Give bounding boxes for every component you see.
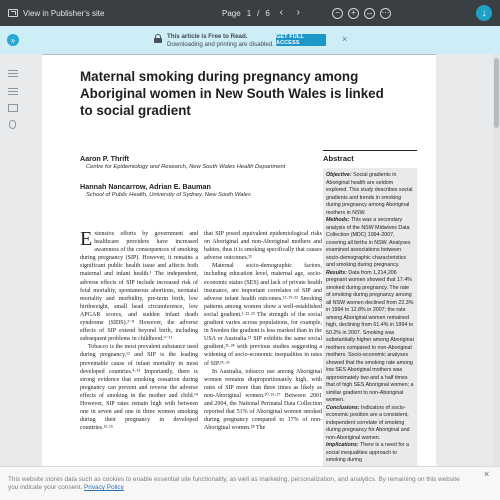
implications-text: There is a need for a social inequalities approach to smoking during [326,442,409,463]
column-1-paragraph-1 [80,230,198,343]
banner-close-icon[interactable]: × [342,34,348,44]
objective-text: Social gradients in Aboriginal health are seldom explored. This study describes social gradients and trends in smoking during pregnancy among Aboriginal mothers in NSW. [326,172,413,216]
page-total: 6 [265,8,270,18]
column-1-paragraph-2: Tobacco is the most prevalent substance used during pregnancy,¹² and SIP is the leading preventable cause of infant mortality in most developed countries.⁴·¹³ Importantly, there is strong evidence that smoking cessation during pregnancy can prevent and reverse the adverse effects of smoking in the mother and child.¹⁴ However, SIP rates remain high with between one in seven and one in three women smoking during their pregnancy in developed countries.¹²·¹⁵ [80,344,198,432]
cookie-banner [0,466,500,500]
zoom-controls [332,0,391,26]
column-2-paragraph-1: that SIP posed equivalent epidemiological risks on Aboriginal and non-Aboriginal mothers and babies, thus it is smoking specifically that causes adverse outcomes.²¹ [204,231,322,262]
conclusions-text: Indicators of socio-economic position are a consistent, independent correlate of smoking during pregnancy for Aboriginal and non-Aboriginal women. [326,404,410,441]
page-separator: / [257,8,260,18]
attachment-icon[interactable] [9,120,16,129]
top-toolbar [0,0,500,26]
scrollbar-thumb[interactable] [494,58,499,128]
sidebar-toggle-icon[interactable]: » [7,34,19,46]
lock-icon [154,34,162,43]
privacy-policy-link[interactable]: Privacy Policy [84,484,124,492]
document-page [42,54,436,500]
abstract-body [323,168,417,488]
abstract-panel [323,150,417,488]
left-rail [0,54,26,500]
next-page-icon[interactable]: › [296,7,300,18]
author-2: Hannah Nancarrow, Adrian E. Bauman [80,182,211,191]
page-current[interactable]: 1 [246,8,252,18]
fit-width-icon[interactable]: ↔ [365,8,374,17]
objective-label: Objective: [326,172,352,178]
zoom-out-icon[interactable]: − [332,8,343,19]
results-text: Data from 1,214,206 pregnant women showed that 17.4% smoked during pregnancy. The rate of smoking during pregnancy among all NSW women declined from 22.3% in 1994 to 12.8% in 2007; the rate among Aboriginal women remained high, declining from 61.4% in 1994 to 50.2% in 2007. Smoking was substantially higher among Aboriginal mothers compared to non-Aboriginal mothers. Socio-economic analyses showed that the smoking rate among low SES Aboriginal mothers was approximately two and a half times that of high SES Aboriginal women; a similar gradient to non-Aboriginal women. [326,269,414,403]
external-link-icon [8,9,18,17]
page-indicator [222,0,304,26]
cookie-close-icon[interactable]: × [484,469,490,479]
cookie-message [8,476,468,493]
body-column-2 [204,230,322,432]
column-2-paragraph-2: Maternal socio-demographic factors, including education level, maternal age, socio-economic status (SES) and lack of private health insurance, are important correlates of SIP and adverse infant health outcomes.¹²·¹⁹·²² Smoking patterns among women show a well-established social gradient.¹·²²·²³ The strength of the social gradient varies across populations, for example, in Sweden the gradient is less marked than in the USA or Australia.²¹ SIP exhibits the same social gradient,²¹·²⁴ with previous studies suggesting a widening of socio-economic inequalities in rates of SIP.²⁵·²⁶ [204,263,322,367]
list-icon[interactable] [8,88,18,96]
methods-label: Methods: [326,217,350,223]
view-publisher-link[interactable] [8,9,104,18]
zoom-in-icon[interactable]: + [348,8,359,19]
abstract-heading: Abstract [323,154,354,163]
banner-message [167,33,274,49]
cookie-text: This website stores data such as cookies to enable essential site functionality, as well as marketing, personalization, and analytics. By remaining on this website you indicate your consent. [8,476,460,492]
author-1: Aaron P. Thrift [80,154,129,163]
page-top-border [42,54,436,55]
view-publisher-label: View in Publisher's site [23,8,105,18]
conclusions-label: Conclusions: [326,404,360,411]
implications-label: Implications: [326,442,359,448]
drop-cap: E [80,228,93,250]
prev-page-icon[interactable]: ‹ [279,7,283,18]
banner-line-2: Downloading and printing are disabled. [167,41,274,48]
methods-text: This was a secondary analysis of the NSW Midwives Data Collection (MDC) 1994-2007, covering all births in NSW. Analyses examined associations between socio-demographic characteristics and smoking during pregnancy. [326,217,411,268]
more-options-icon[interactable]: ⋯ [381,8,390,17]
abstract-rule [323,150,417,151]
page-label: Page [222,8,241,18]
body-column-1 [80,230,198,432]
access-banner [0,26,500,54]
download-icon[interactable]: ↓ [476,5,492,21]
thumbnails-icon[interactable] [8,104,18,112]
article-title: Maternal smoking during pregnancy among Aboriginal women in New South Wales is linked to social gradient [80,69,384,118]
column-2-paragraph-3: In Australia, tobacco use among Aboriginal women remains disproportionately high, with rates of SIP more than three times as likely as non-Aboriginal women.²⁰·²⁶·²⁷ Between 2001 and 2004, the National Perinatal Data Collection reported that 51% of Aboriginal women smoked during pregnancy compared to 17% of non-Aboriginal women.²⁸ The [204,368,322,432]
get-full-access-button[interactable]: GET FULL ACCESS [276,34,326,46]
affiliation-2: School of Public Health, University of Sydney, New South Wales [86,192,251,198]
results-label: Results: [326,269,347,276]
column-1-paragraph-1-text: xtensive efforts by government and healthcare providers have increased awareness of the consequences of smoking during pregnancy (SIP). However, it remains a significant public health issue and affects both maternal and infant health.¹ The independent, adverse effects of SIP include increased risk of fetal mortality, spontaneous abortions, neonatal mortality and morbidity, pre-term birth, low birthweight, small head circumference, low APGAR scores, and sudden infant death syndrome (SIDS).²⁻⁸ However, the adverse effects of SIP extend beyond birth, including subsequent problems in childhood.⁹⁻¹¹ [80,231,198,343]
affiliation-1: Centre for Epidemiology and Research, New South Wales Health Department [86,164,286,170]
banner-line-1: This article is Free to Read. [167,33,248,40]
outline-icon[interactable] [8,70,18,78]
